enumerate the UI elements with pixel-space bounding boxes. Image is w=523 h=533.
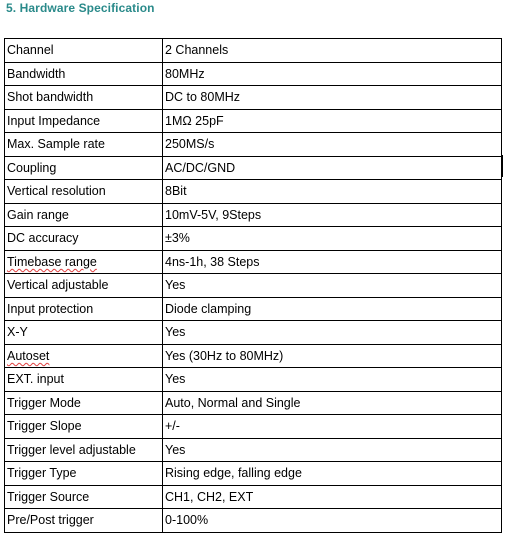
spec-name — [5, 250, 163, 274]
spec-name: Trigger Source — [5, 485, 163, 509]
table-row — [5, 297, 502, 321]
spec-name: Channel — [5, 39, 163, 63]
spec-value: 2 Channels — [163, 39, 502, 63]
table-row — [5, 509, 502, 533]
table-row — [5, 485, 502, 509]
spec-value: DC to 80MHz — [163, 86, 502, 110]
spec-name: X-Y — [5, 321, 163, 345]
spec-value: AC/DC/GND — [163, 156, 502, 180]
spec-name: Bandwidth — [5, 62, 163, 86]
table-row — [5, 62, 502, 86]
spec-value: 10mV-5V, 9Steps — [163, 203, 502, 227]
table-row — [5, 156, 502, 180]
spec-value: Diode clamping — [163, 297, 502, 321]
table-row — [5, 344, 502, 368]
table-row — [5, 438, 502, 462]
spec-value: 4ns-1h, 38 Steps — [163, 250, 502, 274]
spec-value: Yes — [163, 368, 502, 392]
text-cursor-mark — [501, 155, 503, 177]
spec-name: Pre/Post trigger — [5, 509, 163, 533]
table-row — [5, 321, 502, 345]
table-row — [5, 133, 502, 157]
spec-value: 1MΩ 25pF — [163, 109, 502, 133]
spec-name: Coupling — [5, 156, 163, 180]
table-row — [5, 86, 502, 110]
spec-value: Yes — [163, 274, 502, 298]
spec-name: Max. Sample rate — [5, 133, 163, 157]
spec-value: Yes — [163, 438, 502, 462]
spec-name: Shot bandwidth — [5, 86, 163, 110]
table-row — [5, 250, 502, 274]
spec-name: Trigger Mode — [5, 391, 163, 415]
table-row — [5, 274, 502, 298]
spec-name: Gain range — [5, 203, 163, 227]
table-row — [5, 180, 502, 204]
spec-value: Yes — [163, 321, 502, 345]
spec-value: 8Bit — [163, 180, 502, 204]
spec-value: Rising edge, falling edge — [163, 462, 502, 486]
table-row — [5, 462, 502, 486]
table-row — [5, 391, 502, 415]
spec-name: Input protection — [5, 297, 163, 321]
spellcheck-flagged-text: Timebase range — [7, 254, 97, 269]
spec-value: 0-100% — [163, 509, 502, 533]
table-row — [5, 415, 502, 439]
table-row — [5, 39, 502, 63]
spec-name: Vertical resolution — [5, 180, 163, 204]
spec-value: 250MS/s — [163, 133, 502, 157]
spec-name: EXT. input — [5, 368, 163, 392]
spec-name — [5, 344, 163, 368]
spec-name: Trigger level adjustable — [5, 438, 163, 462]
spec-value: Auto, Normal and Single — [163, 391, 502, 415]
hardware-spec-table — [4, 38, 502, 533]
spec-name: Input Impedance — [5, 109, 163, 133]
spellcheck-flagged-text: Autoset — [7, 348, 50, 363]
spec-name: Trigger Type — [5, 462, 163, 486]
spec-name: Vertical adjustable — [5, 274, 163, 298]
spec-name: DC accuracy — [5, 227, 163, 251]
spec-name: Trigger Slope — [5, 415, 163, 439]
table-row — [5, 203, 502, 227]
table-row — [5, 109, 502, 133]
spec-value: CH1, CH2, EXT — [163, 485, 502, 509]
spec-value: +/- — [163, 415, 502, 439]
section-title: 5. Hardware Specification — [6, 1, 155, 15]
table-row — [5, 368, 502, 392]
spec-value: ±3% — [163, 227, 502, 251]
table-row — [5, 227, 502, 251]
spec-value: Yes (30Hz to 80MHz) — [163, 344, 502, 368]
spec-value: 80MHz — [163, 62, 502, 86]
